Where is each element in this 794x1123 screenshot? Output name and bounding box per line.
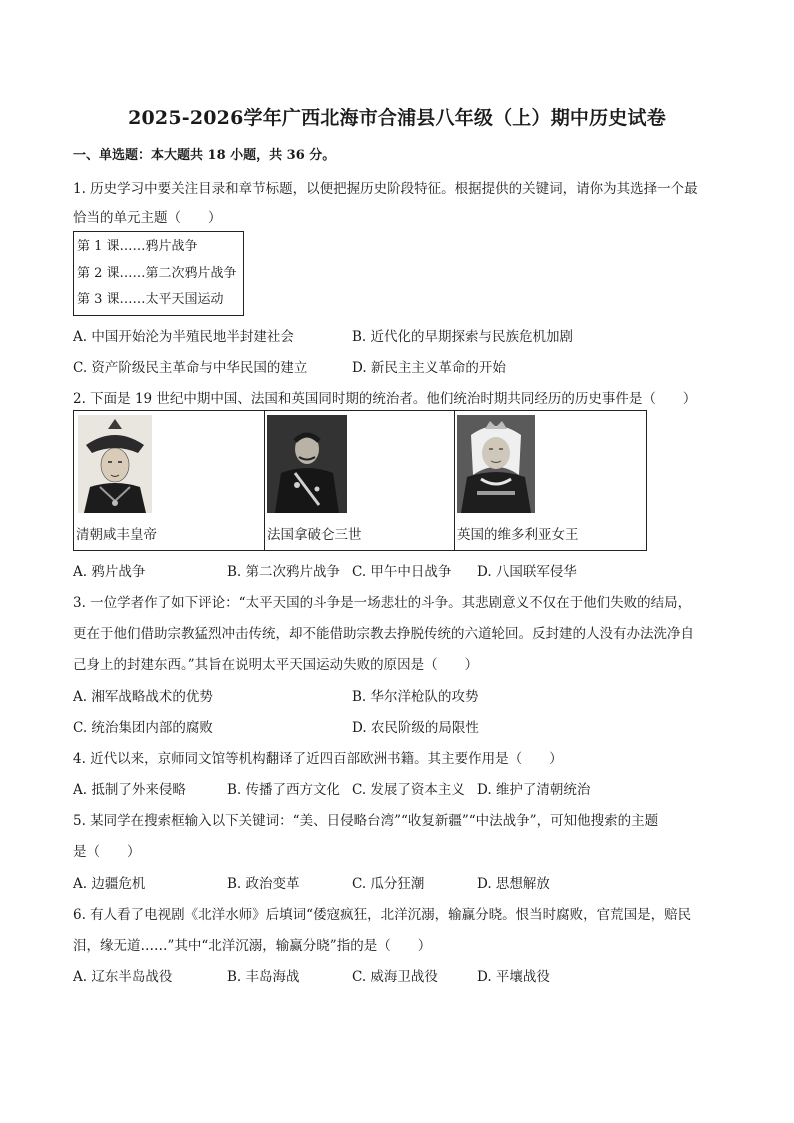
q2-option-b[interactable]: B. 第二次鸦片战争 [227,564,341,580]
q1-stem-line2: 恰当的单元主题（ ） [73,210,222,226]
q3-option-b[interactable]: B. 华尔洋枪队的攻势 [352,689,479,705]
q6-option-c[interactable]: C. 威海卫战役 [352,969,438,985]
q2-option-d[interactable]: D. 八国联军侵华 [477,564,577,580]
q1-option-d[interactable]: D. 新民主主义革命的开始 [352,360,506,376]
q6-option-d[interactable]: D. 平壤战役 [477,969,550,985]
q5-stem-line2: 是（ ） [73,844,141,860]
q1-chapter-1: 第 1 课……鸦片战争 [77,239,198,254]
victoria-portrait-image [457,415,535,513]
napoleon3-portrait-image [267,415,347,513]
q4-stem-line1: 4. 近代以来，京师同文馆等机构翻译了近四百部欧洲书籍。其主要作用是（ ） [73,751,563,767]
q6-stem-line1: 6. 有人看了电视剧《北洋水师》后填词“倭寇疯狂，北洋沉溺，输赢分晓。恨当时腐败，官荒国是，赔民 [73,907,692,923]
xianfeng-portrait-image [78,415,152,513]
q1-option-b[interactable]: B. 近代化的早期探索与民族危机加剧 [352,329,574,345]
q1-option-c[interactable]: C. 资产阶级民主革命与中华民国的建立 [73,360,308,376]
q1-option-a[interactable]: A. 中国开始沦为半殖民地半封建社会 [73,329,294,345]
q3-stem-line2: 更在于他们借助宗教猛烈冲击传统，却不能借助宗教去挣脱传统的六道轮回。反封建的人没有办法洗净自 [73,626,694,642]
q1-chapter-3: 第 3 课……太平天国运动 [77,292,224,307]
q2-option-c[interactable]: C. 甲午中日战争 [352,564,452,580]
q3-option-c[interactable]: C. 统治集团内部的腐败 [73,720,213,736]
q3-option-d[interactable]: D. 农民阶级的局限性 [352,720,479,736]
q2-portrait-table [73,410,647,551]
section-heading: 一、单选题：本大题共 18 小题，共 36 分。 [73,148,336,163]
q6-option-a[interactable]: A. 辽东半岛战役 [73,969,173,985]
q2-option-a[interactable]: A. 鸦片战争 [73,564,146,580]
portrait-cell-xianfeng [74,411,264,550]
q1-chapter-box [73,231,244,316]
q5-option-d[interactable]: D. 思想解放 [477,876,550,892]
q5-option-c[interactable]: C. 瓜分狂潮 [352,876,425,892]
portrait-cell-napoleon3 [264,411,455,550]
q3-stem-line3: 己身上的封建东西。”其旨在说明太平天国运动失败的原因是（ ） [73,657,479,673]
q2-stem-line1: 2. 下面是 19 世纪中期中国、法国和英国同时期的统治者。他们统治时期共同经历的历史事件是（ ） [73,391,697,407]
q4-option-d[interactable]: D. 维护了清朝统治 [477,782,591,798]
caption-napoleon3: 法国拿破仑三世 [267,527,362,543]
q5-stem-line1: 5. 某同学在搜索框输入以下关键词：“美、日侵略台湾”“收复新疆”“中法战争”，可知他搜索的主题 [73,813,659,829]
q1-chapter-2: 第 2 课……第二次鸦片战争 [77,266,237,281]
q1-stem-line1: 1. 历史学习中要关注目录和章节标题，以便把握历史阶段特征。根据提供的关键词，请你为其选择一个最 [73,181,698,197]
q4-option-a[interactable]: A. 抵制了外来侵略 [73,782,186,798]
q3-option-a[interactable]: A. 湘军战略战术的优势 [73,689,213,705]
q3-stem-line1: 3. 一位学者作了如下评论：“太平天国的斗争是一场悲壮的斗争。其悲剧意义不仅在于他们失败的结局， [73,595,692,611]
q4-option-b[interactable]: B. 传播了西方文化 [227,782,341,798]
q4-option-c[interactable]: C. 发展了资本主义 [352,782,465,798]
caption-victoria: 英国的维多利亚女王 [457,527,579,543]
q5-option-a[interactable]: A. 边疆危机 [73,876,146,892]
q6-option-b[interactable]: B. 丰岛海战 [227,969,300,985]
page-title: 2025-2026学年广西北海市合浦县八年级（上）期中历史试卷 [128,107,666,129]
q6-stem-line2: 泪，缘无道……”其中“北洋沉溺，输赢分晓”指的是（ ） [73,938,432,954]
q5-option-b[interactable]: B. 政治变革 [227,876,300,892]
portrait-cell-victoria [454,411,647,550]
caption-xianfeng: 清朝咸丰皇帝 [76,527,157,543]
